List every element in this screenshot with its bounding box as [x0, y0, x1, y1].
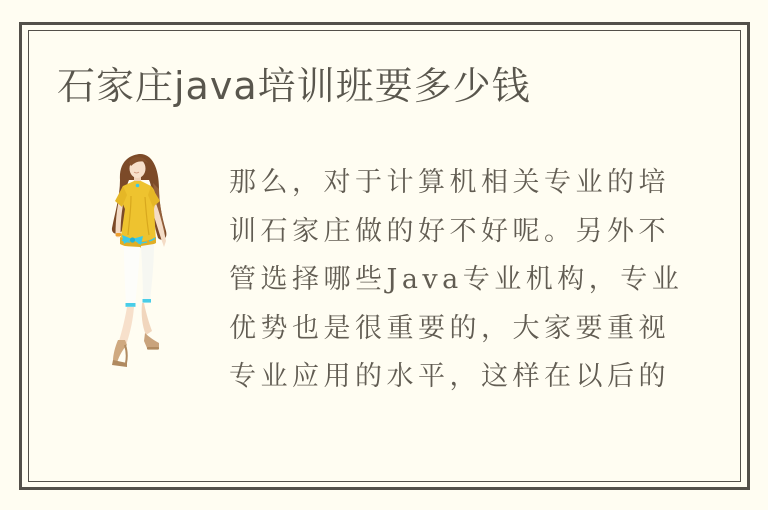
bracelet: [116, 233, 122, 236]
model-photo-illustration: [91, 151, 193, 373]
body-line-1: 那么，对于计算机相关专业的培: [229, 167, 670, 198]
body-line-2: 训石家庄做的好不好呢。另外不: [229, 215, 670, 247]
cuff-front: [126, 303, 136, 307]
article-frame-inner: [28, 30, 741, 482]
cuff-back: [143, 299, 152, 303]
body-line-4: 优势也是很重要的，大家要重视: [229, 312, 670, 344]
body-line-5: 专业应用的水平，这样在以后的: [229, 361, 670, 392]
article-title: 石家庄java培训班要多少钱: [57, 64, 531, 108]
body-line-3: 管选择哪些Java专业机构，专业: [229, 264, 684, 295]
high-heels: [112, 333, 159, 367]
leggings: [124, 244, 154, 307]
article-frame-outer: [19, 22, 750, 490]
model-photo: [91, 151, 193, 373]
necklace: [136, 184, 140, 188]
article-body: [229, 159, 684, 402]
